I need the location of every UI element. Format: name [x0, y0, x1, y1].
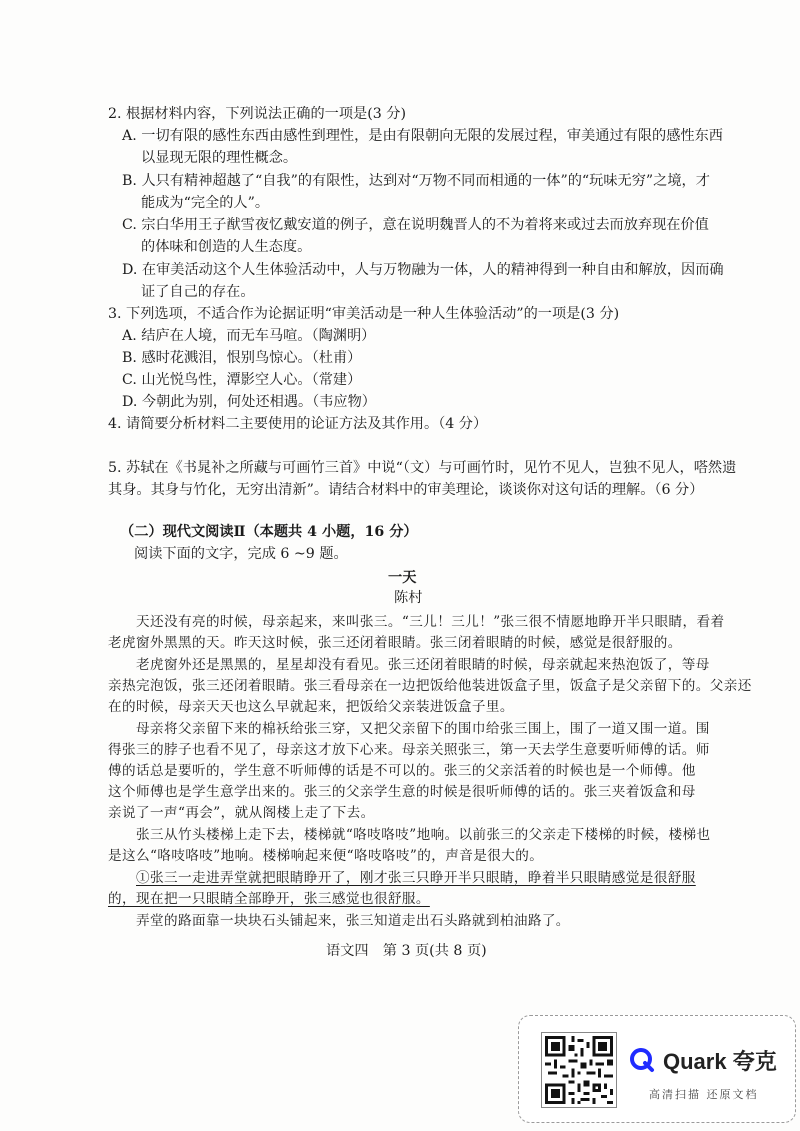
- q2-stem: 2. 根据材料内容，下列说法正确的一项是(3 分): [108, 106, 407, 122]
- q2-option-a-cont: 以显现无限的理性概念。: [141, 150, 298, 166]
- q2-option-d-cont: 证了自己的存在。: [141, 284, 255, 300]
- qr-code-icon: [541, 1032, 617, 1108]
- q2-option-b-cont: 能成为“完全的人”。: [141, 195, 270, 211]
- q3-option-b: B. 感时花溅泪，恨别鸟惊心。（杜甫）: [122, 350, 362, 366]
- brand-row: [629, 1042, 777, 1078]
- q5-stem-cont: 其身。其身与竹化，无穷出清新”。请结合材料中的审美理论，谈谈你对这句话的理解。（6 分）: [108, 482, 704, 498]
- story-paragraph-line: 傅的话总是要听的，学生意不听师傅的话是不可以的。张三的父亲活着的时候也是一个师傅。他: [108, 763, 696, 779]
- q2-option-d: D. 在审美活动这个人生体验活动中，人与万物融为一体，人的精神得到一种自由和解放，因而确: [122, 262, 724, 278]
- q2-option-a: A. 一切有限的感性东西由感性到理性，是由有限朝向无限的发展过程，审美通过有限的感性东西: [122, 128, 723, 144]
- quark-logo-icon: [629, 1047, 655, 1073]
- story-paragraph-line: 老虎窗外黑黑的天。昨天这时候，张三还闭着眼睛。张三闭着眼睛的时候，感觉是很舒服的。: [108, 635, 682, 651]
- story-underlined-line: ①张三一走进弄堂就把眼睛睁开了，刚才张三只睁开半只眼睛，睁着半只眼睛感觉是很舒服: [136, 870, 696, 886]
- q3-option-c: C. 山光悦鸟性，潭影空人心。（常建）: [122, 372, 362, 388]
- brand-name: Quark 夸克: [663, 1048, 777, 1074]
- q3-stem: 3. 下列选项，不适合作为论据证明“审美活动是一种人生体验活动”的一项是(3 分): [108, 306, 620, 322]
- q2-option-b: B. 人只有精神超越了“自我”的有限性，达到对“万物不同而相通的一体”的“玩味无穷”之境，才: [122, 173, 710, 189]
- q2-option-c-cont: 的体味和创造的人生态度。: [141, 239, 312, 255]
- q2-option-c: C. 宗白华用王子猷雪夜忆戴安道的例子，意在说明魏晋人的不为着将来或过去而放弃现在价值: [122, 217, 709, 233]
- story-paragraph-line: 天还没有亮的时候，母亲起来，来叫张三。“三儿！三儿！”张三很不情愿地睁开半只眼睛，看着: [136, 614, 725, 630]
- page-footer: 语文四 第 3 页(共 8 页): [326, 943, 487, 959]
- q3-option-a: A. 结庐在人境，而无车马喧。（陶渊明）: [122, 328, 376, 344]
- q4-stem: 4. 请简要分析材料二主要使用的论证方法及其作用。（4 分）: [108, 416, 488, 432]
- brand-tagline: 高清扫描 还原文档: [649, 1088, 759, 1101]
- story-paragraph-line: 弄堂的路面靠一块块石头铺起来，张三知道走出石头路就到柏油路了。: [136, 913, 570, 929]
- story-paragraph-line: 得张三的脖子也看不见了，母亲这才放下心来。母亲关照张三，第一天去学生意要听师傅的话。师: [108, 742, 710, 758]
- story-author: 陈村: [394, 590, 423, 606]
- story-paragraph-line: 亲说了一声“再会”，就从阁楼上走了下去。: [108, 805, 375, 821]
- story-paragraph-line: 亲热完泡饭，张三还闭着眼睛。张三看母亲在一边把饭给他装进饭盒子里，饭盒子是父亲留下的。父亲还: [108, 678, 752, 694]
- section-instruction: 阅读下面的文字，完成 6 ~9 题。: [134, 546, 348, 562]
- section-heading: （二）现代文阅读Ⅱ（本题共 4 小题，16 分）: [120, 524, 418, 540]
- scanner-watermark: [518, 1015, 796, 1123]
- story-paragraph-line: 老虎窗外还是黑黑的，星星却没有看见。张三还闭着眼睛的时候，母亲就起来热泡饭了，等母: [136, 657, 710, 673]
- story-paragraph-line: 张三从竹头楼梯上走下去，楼梯就“咯吱咯吱”地响。以前张三的父亲走下楼梯的时候，楼梯也: [136, 827, 711, 843]
- story-title: 一天: [388, 570, 417, 586]
- q5-stem: 5. 苏轼在《书晁补之所藏与可画竹三首》中说“（文）与可画竹时，见竹不见人，岂独不见人，嗒然遗: [108, 460, 737, 476]
- story-paragraph-line: 是这么“咯吱咯吱”地响。楼梯响起来便“咯吱咯吱”的，声音是很大的。: [108, 848, 544, 864]
- story-paragraph-line: 在的时候，母亲天天也这么早就起来，把饭给父亲装进饭盒子里。: [108, 699, 514, 715]
- q3-option-d: D. 今朝此为别，何处还相遇。（韦应物）: [122, 394, 376, 410]
- story-underlined-line: 的，现在把一只眼睛全部睁开，张三感觉也很舒服。: [108, 891, 430, 907]
- story-paragraph-line: 这个师傅也是学生意学出来的。张三的父亲学生意的时候是很听师傅的话的。张三夹着饭盒和母: [108, 784, 696, 800]
- story-paragraph-line: 母亲将父亲留下来的棉袄给张三穿，又把父亲留下的围巾给张三围上，围了一道又围一道。围: [136, 721, 710, 737]
